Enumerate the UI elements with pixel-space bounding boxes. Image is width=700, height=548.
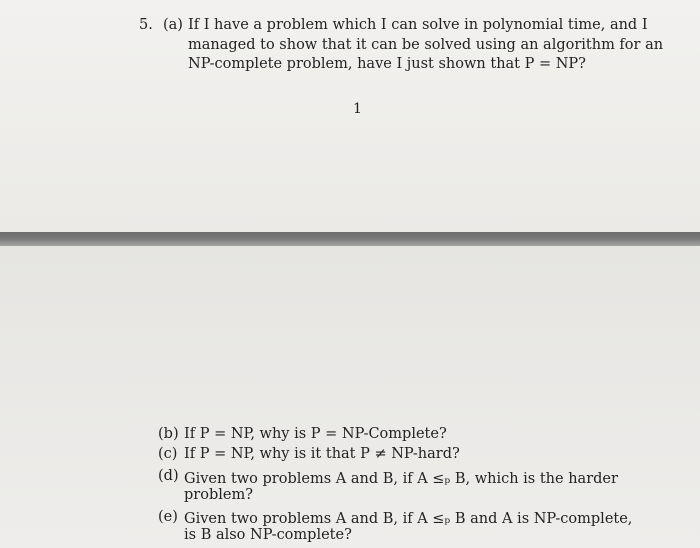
part-c-line-1: If P = NP, why is it that P ≠ NP-hard?: [184, 446, 460, 462]
page-number: 1: [353, 101, 362, 117]
part-e-line-2: is B also NP-complete?: [184, 527, 352, 543]
question-number: 5.: [139, 17, 153, 33]
page-bottom-sheet: [0, 246, 700, 548]
part-b-label: (b): [158, 426, 179, 442]
part-a-label: (a): [163, 17, 183, 33]
part-c-label: (c): [158, 446, 178, 462]
part-d-line-1: Given two problems A and B, if A ≤ₚ B, which is the harder: [184, 471, 618, 487]
page-break-fold: [0, 232, 700, 246]
part-a-line-1: If I have a problem which I can solve in polynomial time, and I: [188, 17, 648, 33]
part-e-label: (e): [158, 509, 178, 525]
part-b-line-1: If P = NP, why is P = NP-Complete?: [184, 426, 447, 442]
part-a-line-2: managed to show that it can be solved using an algorithm for an: [188, 37, 664, 53]
part-a-line-3: NP-complete problem, have I just shown that P = NP?: [188, 56, 586, 72]
part-d-label: (d): [158, 468, 179, 484]
part-d-line-2: problem?: [184, 487, 253, 503]
part-e-line-1: Given two problems A and B, if A ≤ₚ B and A is NP-complete,: [184, 511, 633, 527]
